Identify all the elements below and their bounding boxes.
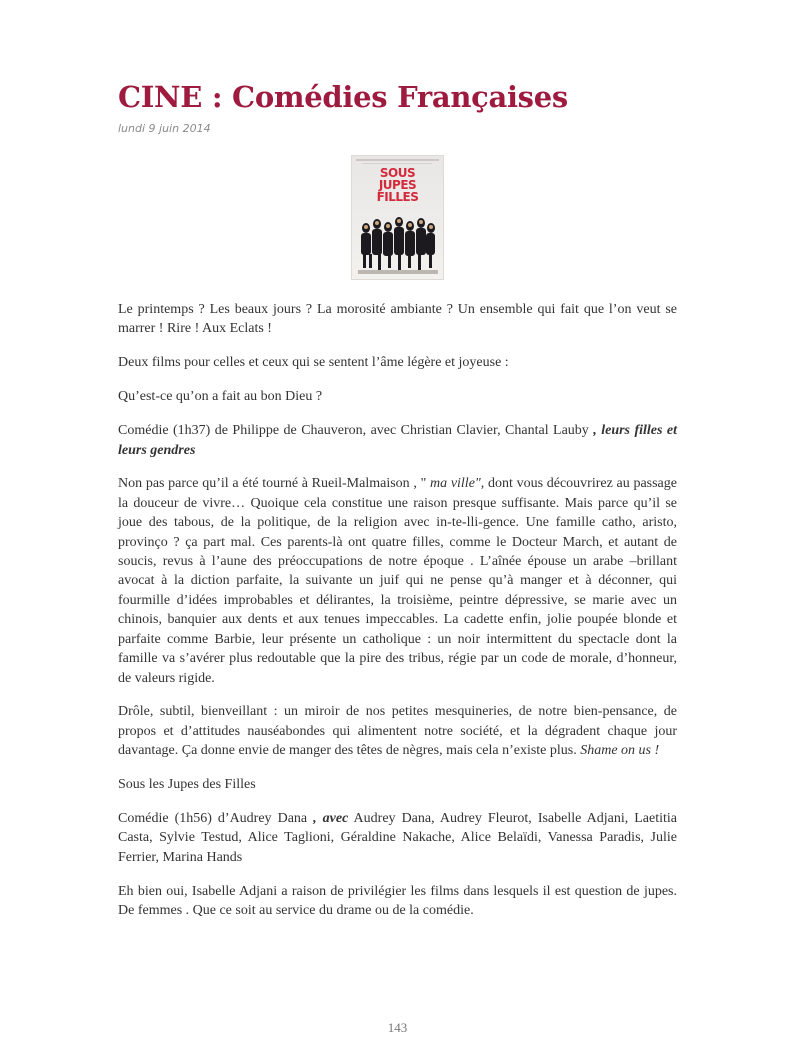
poster-group-photo xyxy=(358,214,438,274)
poster-title-line-2: JUPES xyxy=(378,178,417,192)
film-1-review-quote: ma ville", xyxy=(430,476,485,492)
film-1-verdict-text: Drôle, subtil, bienveillant : un miroir de nos petites mesquineries, de notre bien-pensance, de propos et d’attitudes nauséabondes qui alimentent notre société, et la dégradent chaque jour davantage. Ça donne envie de manger des têtes de nègres, mais cela n’existe plus. xyxy=(118,704,677,759)
film-2-credits-avec: , avec xyxy=(307,811,349,827)
article-title: CINE : Comédies Françaises xyxy=(118,80,568,114)
poster-credits-line xyxy=(356,159,439,161)
film-1-verdict xyxy=(118,702,677,760)
page-number: 143 xyxy=(387,1020,408,1035)
film-1-title: Qu’est-ce qu’on a fait au bon Dieu ? xyxy=(118,389,323,405)
film-1-review xyxy=(118,474,677,687)
film-1-credits xyxy=(118,421,677,460)
film-2-review: Eh bien oui, Isabelle Adjani a raison de privilégier les films dans lesquels il est question de jupes. De femmes . Que ce soit au service du drame ou de la comédie. xyxy=(118,883,677,919)
movie-poster-image xyxy=(351,155,444,280)
article-date: lundi 9 juin 2014 xyxy=(118,122,211,135)
film-1-credits-text: Comédie (1h37) de Philippe de Chauveron, avec Christian Clavier, Chantal Lauby xyxy=(118,423,589,439)
film-1-review-rest: dont vous découvrirez au passage la douceur de vivre… Quoique cela constitue une raison presque suffisante. Mais parce qu’il se joue des tabous, de la politique, de la religion avec in-te-lli-gence. Une famille catho, aristo, provinço ? ça part mal. Ces parents-là ont quatre filles, comme le Docteur March, et autant de soucis, revus à l’aune des préoccupations de notre époque . L’aînée épouse un arabe –brillant avocat à la diction parfaite, la suivante un juif qui ne pense qu’à manger et à déconner, qui fourmille d’idées improbables et délirantes, la troisième, peintre dépressive, se marie avec un chinois, banquier aux dents et aux tenues impeccables. La cadette enfin, jolie poupée blonde et parfaite comme Barbie, leur présente un catholique : un noir intermittent du spectacle dont la famille va s’avérer plus redoutable que la pire des tribus, régie par un code de morale, d’honneur, de valeurs rigide. xyxy=(118,476,677,686)
film-1-credits-emphasis: , leurs filles et leurs gendres xyxy=(118,423,677,458)
film-1-verdict-shame: Shame on us ! xyxy=(580,743,660,759)
film-2-credits xyxy=(118,809,677,867)
film-2-credits-cast: Audrey Dana, Audrey Fleurot, Isabelle Adjani, Laetitia Casta, Sylvie Testud, Alice Taglioni, Géraldine Nakache, Alice Belaïdi, Vanessa Paradis, Julie Ferrier, Marina Hands xyxy=(118,811,677,865)
film-1-review-start: Non pas parce qu’il a été tourné à Rueil-Malmaison , " xyxy=(118,476,430,492)
article-body xyxy=(118,300,677,935)
film-2-credits-start: Comédie (1h56) d’Audrey Dana xyxy=(118,811,308,827)
poster-title-line-3: FILLES xyxy=(376,190,419,204)
poster-title xyxy=(352,167,443,203)
poster-title-line-1: SOUS xyxy=(379,166,416,180)
poster-credits-line-2 xyxy=(362,163,432,164)
film-2-title: Sous les Jupes des Filles xyxy=(118,777,256,793)
paragraph-intro: Le printemps ? Les beaux jours ? La morosité ambiante ? Un ensemble qui fait que l’on veut se marrer ! Rire ! Aux Eclats ! xyxy=(118,302,677,337)
paragraph-two-films: Deux films pour celles et ceux qui se sentent l’âme légère et joyeuse : xyxy=(118,355,509,371)
